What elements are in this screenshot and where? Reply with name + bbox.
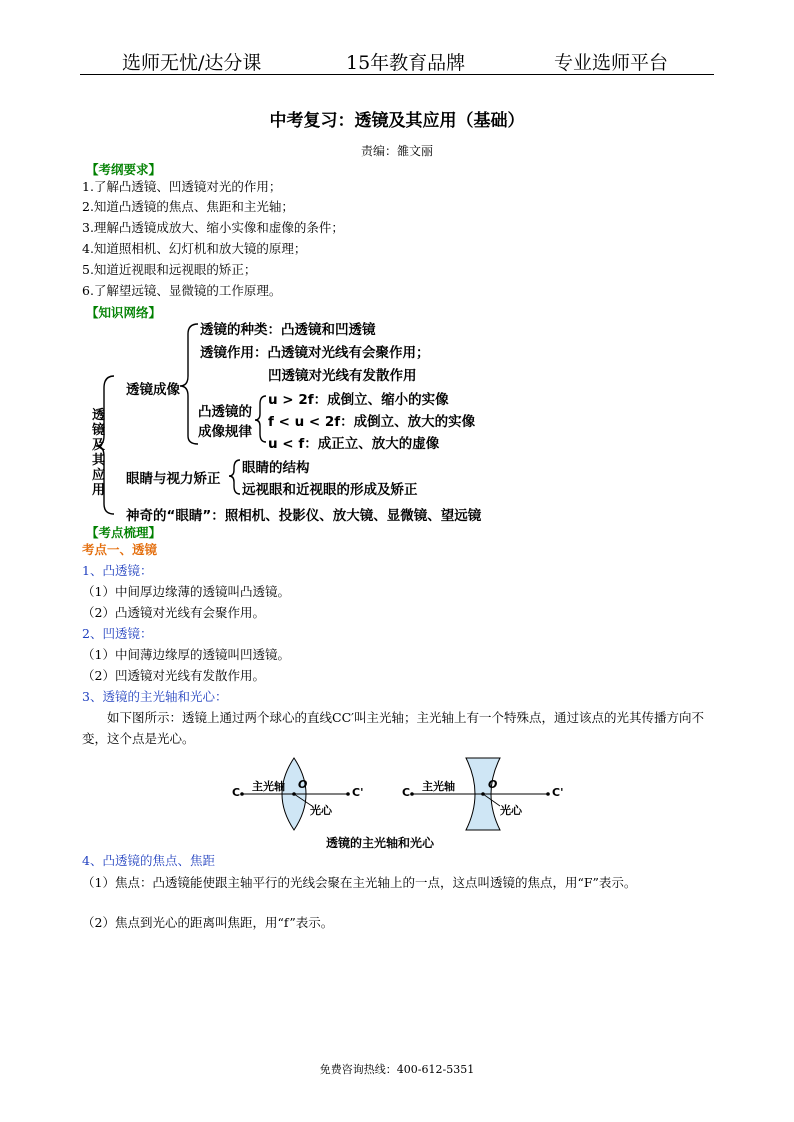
label-axis-2: 主光轴	[422, 780, 455, 793]
figure-caption: 透镜的主光轴和光心	[326, 836, 435, 850]
network-lens-effect-2: 凹透镜对光线有发散作用	[268, 368, 417, 384]
label-c-right: C'	[352, 786, 364, 799]
network-heading: 【知识网络】	[86, 305, 162, 320]
network-lens-effect: 透镜作用：凸透镜对光线有会聚作用；	[200, 345, 430, 361]
label-c-left-2: C	[402, 786, 411, 799]
requirement-item: 4.知道照相机、幻灯机和放大镜的原理；	[82, 241, 307, 256]
requirements-heading: 【考纲要求】	[86, 162, 162, 177]
header-left: 选师无忧/达分课	[122, 52, 262, 74]
subheading-focus: 4、凸透镜的焦点、焦距	[82, 853, 215, 868]
focus-definition: （1）焦点：凸透镜能使跟主轴平行的光线会聚在主光轴上的一点，这点叫透镜的焦点，用“F”表示。	[82, 875, 637, 890]
network-branch-imaging: 透镜成像	[126, 382, 180, 398]
network-lens-types: 透镜的种类：凸透镜和凹透镜	[200, 322, 376, 338]
requirement-item: 2.知道凸透镜的焦点、焦距和主光轴；	[82, 199, 294, 214]
requirement-item: 3.理解凸透镜成放大、缩小实像和虚像的条件；	[82, 220, 344, 235]
label-center: 光心	[310, 804, 332, 817]
axis-description: 如下图所示：透镜上通过两个球心的直线CC′叫主光轴；主光轴上有一个特殊点，通过该点的光其传播方向不变，这个点是光心。	[82, 710, 704, 746]
knowledge-network	[82, 318, 502, 524]
network-eye-correction: 远视眼和近视眼的形成及矫正	[242, 482, 418, 498]
network-rule-2: f < u < 2f：成倒立、放大的实像	[268, 414, 476, 430]
label-center-2: 光心	[500, 804, 522, 817]
text-line: （2）凸透镜对光线有会聚作用。	[82, 605, 265, 620]
subheading-convex: 1、凸透镜：	[82, 563, 153, 578]
label-o: O	[298, 778, 308, 791]
author: 责编：雒文丽	[360, 144, 433, 158]
footer-hotline: 免费咨询热线：400-612-5351	[319, 1063, 475, 1076]
subheading-axis: 3、透镜的主光轴和光心：	[82, 689, 228, 704]
network-rule-label-1: 凸透镜的	[198, 404, 252, 420]
network-rule-3: u < f：成正立、放大的虚像	[268, 436, 440, 452]
text-line: （1）中间薄边缘厚的透镜叫凹透镜。	[82, 647, 290, 662]
network-branch-devices: 神奇的“眼睛”：照相机、投影仪、放大镜、显微镜、望远镜	[126, 508, 482, 524]
page-title: 中考复习：透镜及其应用（基础）	[269, 111, 525, 131]
label-c-right-2: C'	[552, 786, 564, 799]
text-line: （1）中间厚边缘薄的透镜叫凸透镜。	[82, 584, 290, 599]
header-divider	[80, 74, 714, 75]
requirement-item: 1.了解凸透镜、凹透镜对光的作用；	[82, 179, 282, 194]
network-rule-1: u > 2f：成倒立、缩小的实像	[268, 392, 449, 408]
focal-length-definition: （2）焦点到光心的距离叫焦距，用“f”表示。	[82, 915, 334, 930]
points-heading: 【考点梳理】	[86, 525, 162, 540]
network-rule-label-2: 成像规律	[198, 424, 252, 440]
point-1-title: 考点一、透镜	[82, 542, 158, 557]
subheading-concave: 2、凹透镜：	[82, 626, 153, 641]
label-o-2: O	[488, 778, 498, 791]
requirement-item: 5.知道近视眼和远视眼的矫正；	[82, 262, 257, 277]
requirement-item: 6.了解望远镜、显微镜的工作原理。	[82, 283, 282, 298]
text-line: （2）凹透镜对光线有发散作用。	[82, 668, 265, 683]
network-root: 透镜及其应用	[92, 408, 106, 498]
lens-figure	[230, 752, 570, 852]
network-eye-structure: 眼睛的结构	[242, 460, 310, 476]
header-right: 专业选师平台	[554, 52, 669, 74]
label-c-left: C	[232, 786, 241, 799]
header-center: 15年教育品牌	[346, 52, 466, 74]
network-branch-eyes: 眼睛与视力矫正	[126, 471, 221, 487]
label-axis: 主光轴	[252, 780, 285, 793]
